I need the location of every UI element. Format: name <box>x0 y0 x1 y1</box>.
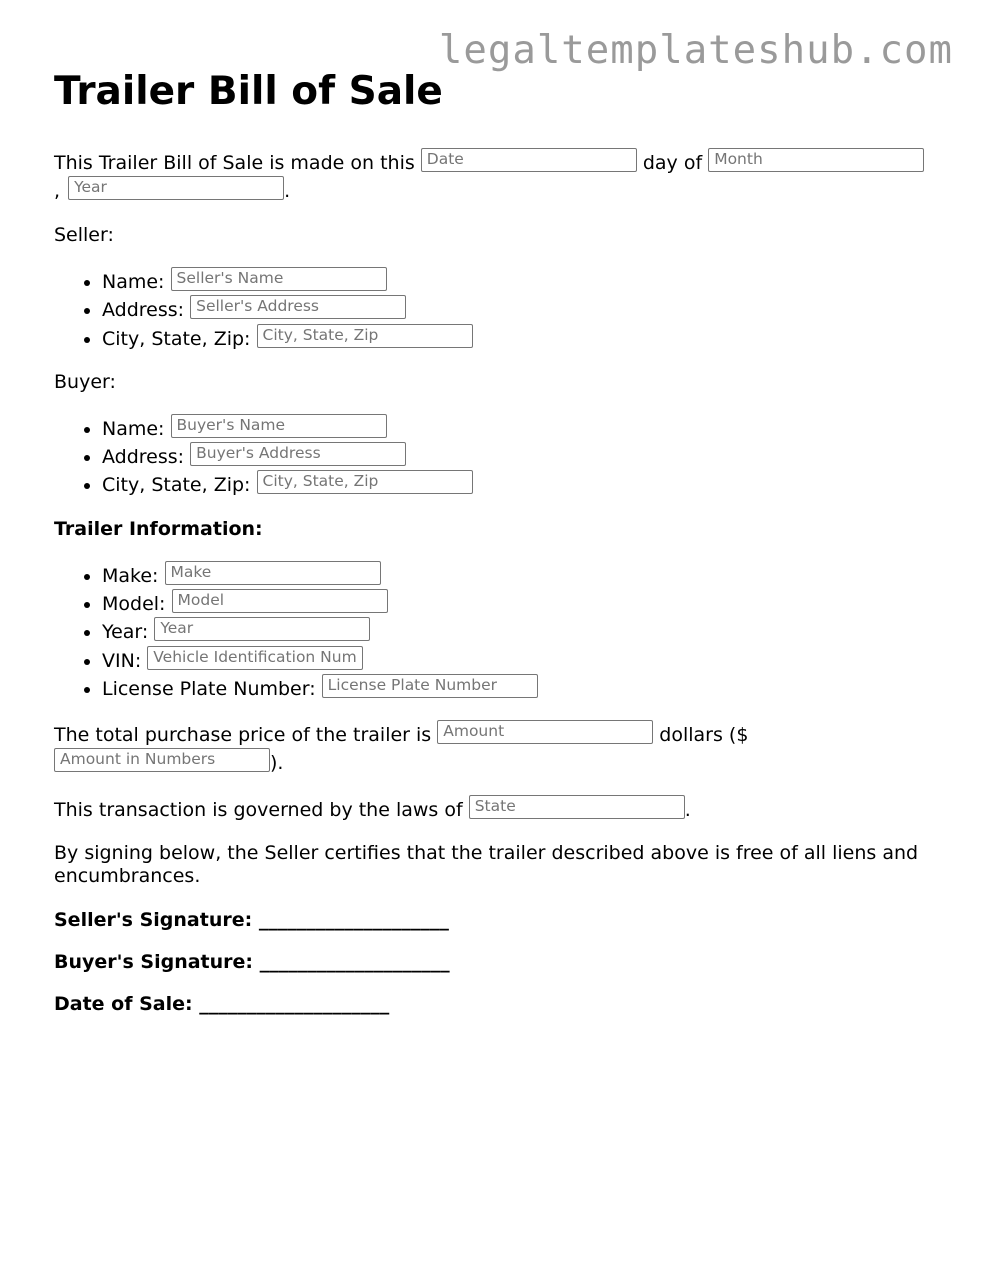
list-item <box>102 442 934 470</box>
list-item <box>102 295 934 323</box>
model-field[interactable]: Model <box>172 589 388 613</box>
price-paragraph <box>54 720 934 776</box>
price-text-3: ). <box>270 752 284 775</box>
price-text-2: dollars ($ <box>659 724 749 747</box>
law-text-1: This transaction is governed by the laws of <box>54 799 463 822</box>
intro-text-3: , <box>54 180 61 202</box>
buyer-address-label: Address: <box>102 446 185 469</box>
list-item <box>102 674 934 702</box>
buyer-city-label: City, State, Zip: <box>102 474 251 497</box>
trailer-year-field[interactable]: Year <box>154 617 370 641</box>
law-paragraph <box>54 795 934 823</box>
state-field[interactable]: State <box>469 795 685 819</box>
model-label: Model: <box>102 593 166 616</box>
trailer-year-label: Year: <box>102 621 149 644</box>
date-of-sale-line: Date of Sale: ____________________ <box>54 993 390 1016</box>
watermark: legaltemplateshub.com <box>438 28 953 73</box>
plate-field[interactable]: License Plate Number <box>322 674 538 698</box>
seller-heading: Seller: <box>54 224 114 246</box>
seller-address-label: Address: <box>102 299 185 322</box>
trailer-list <box>54 561 934 702</box>
intro-text-4: . <box>284 180 291 202</box>
seller-name-label: Name: <box>102 271 165 293</box>
amount-numbers-field[interactable]: Amount in Numbers <box>54 748 270 772</box>
seller-city-field[interactable]: City, State, Zip <box>257 324 473 348</box>
list-item <box>102 589 934 617</box>
intro-paragraph <box>54 148 934 204</box>
list-item <box>102 414 934 442</box>
seller-address-field[interactable]: Seller's Address <box>190 295 406 319</box>
page-title: Trailer Bill of Sale <box>54 69 443 114</box>
year-field[interactable]: Year <box>68 176 284 200</box>
law-text-2: . <box>684 799 691 822</box>
list-item <box>102 617 934 645</box>
document-body <box>54 68 934 1034</box>
make-field[interactable]: Make <box>165 561 381 585</box>
month-field[interactable]: Month <box>708 148 924 172</box>
list-item <box>102 470 934 498</box>
list-item <box>102 324 934 352</box>
intro-text-2: day of <box>642 152 703 174</box>
plate-label: License Plate Number: <box>102 677 316 700</box>
buyer-city-field[interactable]: City, State, Zip <box>257 470 473 494</box>
buyer-name-field[interactable]: Buyer's Name <box>171 414 387 438</box>
price-text-1: The total purchase price of the trailer is <box>54 724 432 747</box>
vin-label: VIN: <box>102 649 142 672</box>
make-label: Make: <box>102 564 159 587</box>
date-field[interactable]: Date <box>421 148 637 172</box>
seller-signature-line: Seller's Signature: ____________________ <box>54 909 449 932</box>
seller-city-label: City, State, Zip: <box>102 327 251 350</box>
buyer-address-field[interactable]: Buyer's Address <box>190 442 406 466</box>
buyer-name-label: Name: <box>102 417 165 440</box>
seller-list <box>54 267 934 352</box>
buyer-heading: Buyer: <box>54 370 116 393</box>
list-item <box>102 646 934 674</box>
amount-field[interactable]: Amount <box>437 720 653 744</box>
vin-field[interactable]: Vehicle Identification Num <box>147 646 363 670</box>
seller-name-field[interactable]: Seller's Name <box>171 267 387 291</box>
list-item <box>102 561 934 589</box>
list-item <box>102 267 934 295</box>
buyer-list <box>54 414 934 499</box>
certification-paragraph: By signing below, the Seller certifies that the trailer described above is free of all liens and encumbrances. <box>54 842 919 888</box>
trailer-heading: Trailer Information: <box>54 517 263 540</box>
buyer-signature-line: Buyer's Signature: ____________________ <box>54 951 450 974</box>
intro-text-1: This Trailer Bill of Sale is made on this <box>54 152 415 174</box>
